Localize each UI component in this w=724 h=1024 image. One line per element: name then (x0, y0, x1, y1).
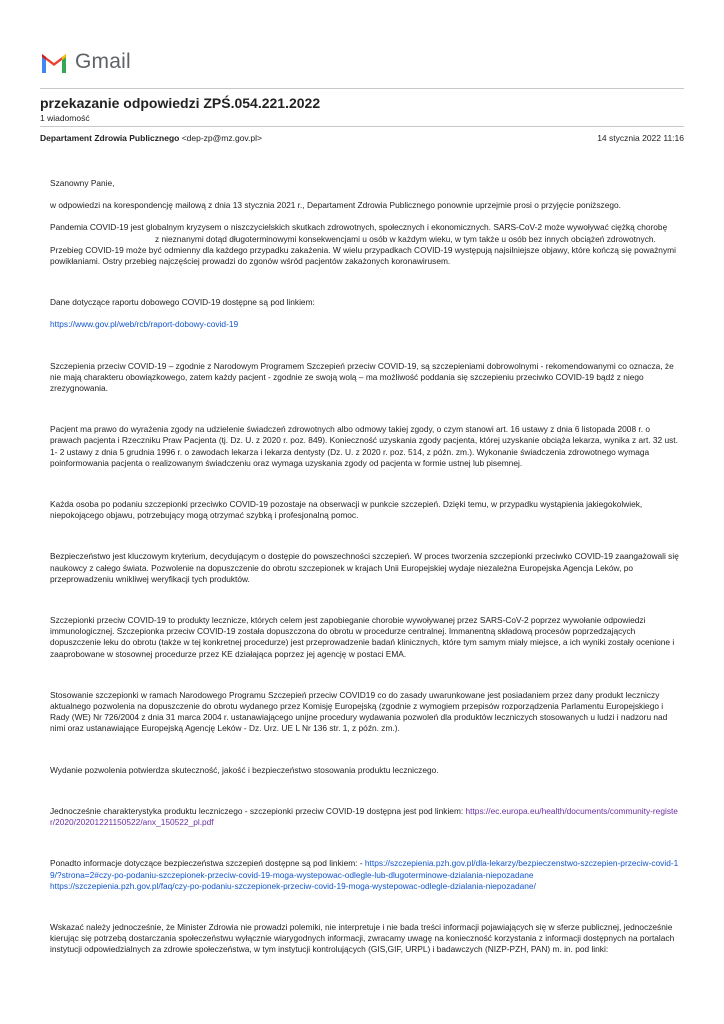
sender-email: <dep-zp@mz.gov.pl> (181, 133, 262, 143)
confirms-paragraph: Wydanie pozwolenia potwierdza skuteczność, jakość i bezpieczeństwo stosowania produktu leczniczego. (50, 764, 439, 775)
consent-paragraph: Pacjent ma prawo do wyrażenia zgody na udzielenie świadczeń zdrowotnych albo odmowy takiej zgody, o czym stanowi art. 16 ustawy z dnia 6 listopada 2008 r. o prawach pacjenta i Rzeczniku Praw Pacjenta (tj. Dz. U. z 2020 r. poz. 849). Konieczność uzyskania zgody pacjenta, której uzyskanie obciąża lekarza, wynika z art. 32 ust. 1- 2 ustawy z dnia 5 grudnia 1996 r. o zawodach lekarza i lekarza dentysty (Dz. U. z 2020 r. poz. 514, z późn. zm.). Wykonanie świadczenia zdrowotnego wymaga poinformowania pacjenta o realizowanym świadczeniu oraz wymaga uzyskania zgody od pacjenta w formie ustnej lub pisemnej. (50, 424, 678, 468)
authorization-paragraph: Stosowanie szczepionki w ramach Narodowego Programu Szczepień przeciw COVID19 co do zasady uwarunkowane jest posiadaniem przez dany produkt leczniczy aktualnego pozwolenia na dopuszczenie do obrotu wydanego przez Komisję Europejską (zgodnie z wymogiem przepisów rozporządzenia Parlamentu Europejskiego i Rady (WE) Nr 726/2004 z dnia 31 marca 2004 r. ustanawiającego unijne procedury wydawania pozwoleń dla produktów leczniczych stosowanych u ludzi i nadzoru nad nimi oraz ustanawiające Europejską Agencję Leków - Dz. Urz. UE L Nr 136 str. 1, z późn. zm.). (50, 689, 668, 734)
pandemic-text-a: Pandemia COVID-19 jest globalnym kryzysem o niszczycielskich skutkach zdrowotnych, społecznych i ekonomicznych. SARS-CoV-2 może wywoływać ciężką chorobę (50, 222, 668, 233)
products-paragraph: Szczepionki przeciw COVID-19 to produkty lecznicze, których celem jest zapobieganie chorobie wywoływanej przez SARS-CoV-2 poprzez wywołanie odpowiedzi immunologicznej. Szczepionka przeciw COVID-19 została dopuszczona do obrotu w procedurze centralnej. Immanentną składową procesów poprzedzających dopuszczenie leku do obrotu (także w tej konkretnej procedurze) jest przeprowadzenie badań klinicznych, które tym samym miały miejsce, a ich wyniki zostały ocenione i zaaprobowane w stosownej procedurze przez KE działająca poprzez jej agencję w postaci EMA. (50, 615, 675, 659)
intro-paragraph: w odpowiedzi na korespondencję mailową z dnia 13 stycznia 2021 r., Departament Zdrowia Publicznego ponownie uprzejmie prosi o przyjęcie poniższego. (50, 200, 621, 211)
thread-subject: przekazanie odpowiedzi ZPŚ.054.221.2022 (40, 95, 321, 111)
safety-link-1[interactable]: https://szczepienia.pzh.gov.pl/dla-lekarzy/bezpieczenstwo-szczepien-przeciw-covid-19/?strona=2#czy-po-podaniu-szczepionek-przeciw-covid-19-moga-wystepowac-odlegle-lub-dlugoterminowe-dzialania-niepozadane (50, 858, 679, 880)
safety-link-2[interactable]: https://szczepienia.pzh.gov.pl/faq/czy-po-podaniu-szczepionek-przeciw-covid-19-moga-wystepowac-odlegle-dzialania-niepozadane/ (50, 880, 536, 891)
gmail-m-icon (40, 52, 68, 73)
characteristics-paragraph (50, 806, 680, 828)
voluntary-paragraph: Szczepienia przeciw COVID-19 – zgodnie z Narodowym Programem Szczepień przeciw COVID-19, są szczepieniami dobrowolnymi - rekomendowanymi co oznacza, że nie mają charakteru obowiązkowego, zatem każdy pacjent - zgodnie ze swoją wolą – ma możliwość poddania się szczepieniu przeciwko COVID-19 bądź z niego zrezygnowania. (50, 360, 674, 394)
characteristics-text: Jednocześnie charakterystyka produktu leczniczego - szczepionki przeciw COVID-19 dostępna jest pod linkiem: (50, 805, 466, 816)
sender-line (40, 133, 262, 143)
report-link[interactable]: https://www.gov.pl/web/rcb/raport-dobowy-covid-19 (50, 319, 239, 330)
safety-info-text: Ponadto informacje dotyczące bezpieczeństwa szczepień dostępne są pod linkiem: - (50, 858, 365, 869)
greeting: Szanowny Panie, (50, 178, 115, 188)
pandemic-paragraph (50, 222, 680, 267)
report-paragraph: Dane dotyczące raportu dobowego COVID-19 dostępne są pod linkiem: (50, 297, 315, 308)
pandemic-text-b: z nieznanymi dotąd długoterminowymi konsekwencjami u osób w każdym wieku, w tym także u osób bez innych obciążeń zdrowotnych. Przebieg COVID-19 może być odmienny dla każdego przypadku zakażenia. W wielu przypadkach COVID-19 występują najsilniejsze objawy, które kończą się poważnymi powikłaniami. Ostry przebieg najczęściej prowadzi do zgonów wśród pacjentów zakażonych koronawirusem. (50, 233, 676, 267)
minister-paragraph: Wskazać należy jednocześnie, że Minister Zdrowia nie prowadzi polemiki, nie interpretuje i nie bada treści informacji pojawiających się w sferze publicznej, jednocześnie kierując się potrzebą dostarczania społeczeństwu wyłącznie wiarygodnych informacji, zwracamy uwagę na konieczność korzystania z informacji dostępnych na portalach instytucji odpowiedzialnych za zdrowie społeczeństwa, w tym instytucji kontrolujących (GIS,GIF, URPL) i badawczych (NIZP-PZH, PAN) m. in. pod linki: (50, 921, 675, 955)
gmail-logo (40, 50, 131, 74)
sender-name: Departament Zdrowia Publicznego (40, 133, 180, 143)
gmail-wordmark: Gmail (75, 50, 131, 73)
message-body (50, 178, 680, 956)
divider (40, 126, 684, 127)
safety-info-paragraph (50, 858, 680, 892)
characteristics-link[interactable]: https://ec.europa.eu/health/documents/community-register/2020/20201221150522/anx_150522_pl.pdf (50, 805, 678, 828)
observation-paragraph: Każda osoba po podaniu szczepionki przeciwko COVID-19 pozostaje na obserwacji w punkcie szczepień. Dzięki temu, w przypadku wystąpienia jakiegokolwiek, niepokojącego objawu, potrzebujący mogą otrzymać szybką i profesjonalną pomoc. (50, 499, 643, 521)
message-count: 1 wiadomość (40, 113, 90, 123)
message-date: 14 stycznia 2022 11:16 (597, 133, 684, 143)
divider (40, 88, 684, 89)
safety-paragraph: Bezpieczeństwo jest kluczowym kryterium, decydującym o dostępie do powszechności szczepień. W proces tworzenia szczepionki przeciwko COVID-19 zaangażowali się naukowcy z całego świata. Pozwolenie na dopuszczenie do obrotu szczepionek w krajach Unii Europejskiej wydaje niezależna Europejska Agencja Leków, po przeprowadzeniu wnikliwej weryfikacji tych produktów. (50, 551, 679, 584)
